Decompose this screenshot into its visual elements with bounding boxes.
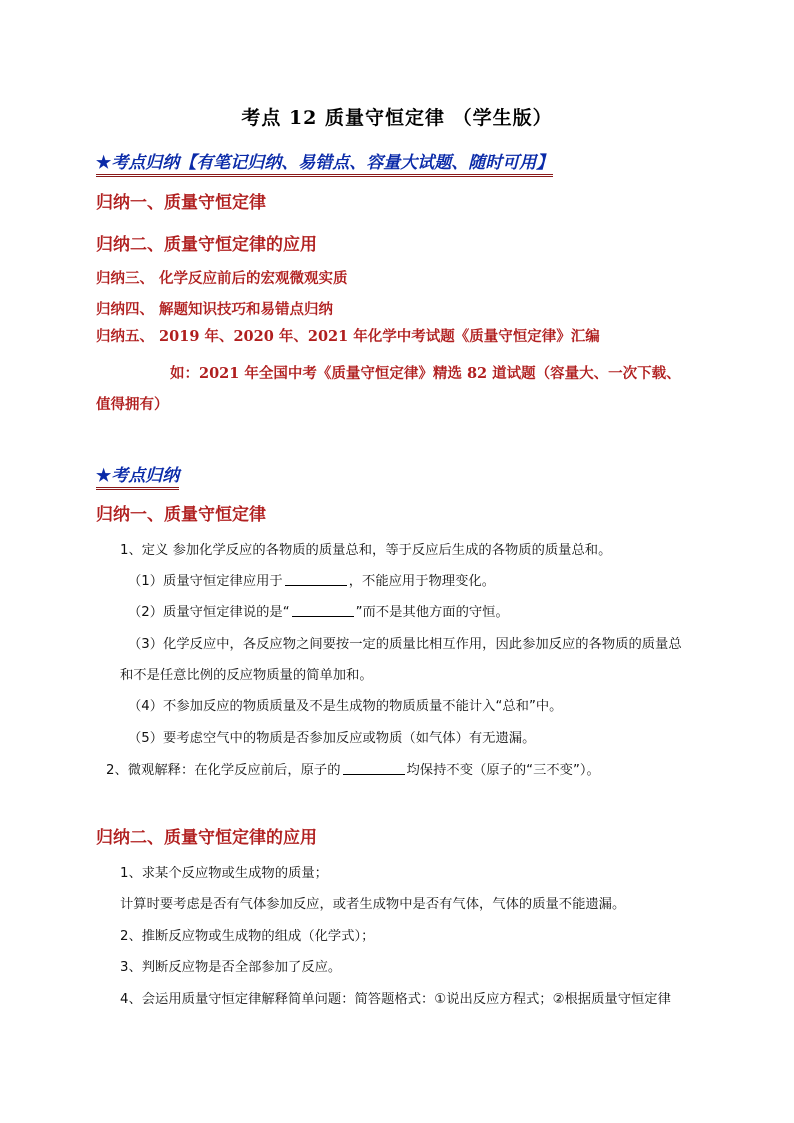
section-banner bbox=[96, 461, 179, 490]
section-banner-text: 考点归纳 bbox=[111, 466, 180, 486]
toc-item-1: 归纳一、质量守恒定律 bbox=[96, 193, 266, 213]
application-line3: 2、推断反应物或生成物的组成（化学式）； bbox=[120, 929, 375, 944]
toc-item-2: 归纳二、质量守恒定律的应用 bbox=[96, 235, 317, 255]
application-line5: 4、会运用质量守恒定律解释简单问题：简答题格式：①说出反应方程式；②根据质量守恒定律 bbox=[120, 992, 671, 1007]
star-icon: ★ bbox=[96, 466, 112, 486]
application-line4: 3、判断反应物是否全部参加了反应。 bbox=[120, 960, 342, 975]
micro-post: 均保持不变（原子的“三不变”）。 bbox=[406, 763, 600, 778]
fill-in-blank[interactable] bbox=[292, 603, 354, 617]
item-3-line2: 和不是任意比例的反应物质量的简单加和。 bbox=[120, 668, 373, 683]
toc-item-4: 归纳四、 解题知识技巧和易错点归纳 bbox=[96, 301, 334, 318]
micro-explanation bbox=[106, 759, 600, 778]
section1-heading: 归纳一、质量守恒定律 bbox=[96, 505, 266, 525]
application-line2: 计算时要考虑是否有气体参加反应，或者生成物中是否有气体，气体的质量不能遗漏。 bbox=[120, 897, 626, 912]
item-2 bbox=[128, 601, 509, 620]
item-1-post: ，不能应用于物理变化。 bbox=[348, 574, 495, 589]
star-icon: ★ bbox=[96, 153, 112, 173]
toc-note-line1: 如：2021 年全国中考《质量守恒定律》精选 82 道试题（容量大、一次下载、 bbox=[170, 365, 681, 382]
item-5: （5）要考虑空气中的物质是否参加反应或物质（如气体）有无遗漏。 bbox=[128, 731, 536, 746]
fill-in-blank[interactable] bbox=[285, 572, 347, 586]
summary-banner-text: 考点归纳【有笔记归纳、易错点、容量大试题、随时可用】 bbox=[111, 153, 554, 173]
application-line1: 1、求某个反应物或生成物的质量； bbox=[120, 866, 328, 881]
toc-item-3: 归纳三、 化学反应前后的宏观微观实质 bbox=[96, 270, 348, 287]
fill-in-blank[interactable] bbox=[343, 761, 405, 775]
micro-pre: 2、微观解释：在化学反应前后，原子的 bbox=[106, 763, 341, 778]
definition-line: 1、定义 参加化学反应的各物质的质量总和，等于反应后生成的各物质的质量总和。 bbox=[120, 543, 612, 558]
item-2-pre: （2）质量守恒定律说的是“ bbox=[128, 605, 290, 620]
item-3-line1: （3）化学反应中，各反应物之间要按一定的质量比相互作用，因此参加反应的各物质的质量总 bbox=[128, 637, 682, 652]
toc-item-5: 归纳五、 2019 年、2020 年、2021 年化学中考试题《质量守恒定律》汇编 bbox=[96, 328, 600, 345]
item-1-pre: （1）质量守恒定律应用于 bbox=[128, 574, 283, 589]
section2-heading: 归纳二、质量守恒定律的应用 bbox=[96, 828, 317, 848]
summary-banner bbox=[96, 148, 553, 177]
item-4: （4）不参加反应的物质质量及不是生成物的物质质量不能计入“总和”中。 bbox=[128, 699, 563, 714]
toc-note-line2: 值得拥有） bbox=[96, 396, 169, 413]
page-title: 考点 12 质量守恒定律 （学生版） bbox=[241, 107, 553, 129]
item-2-post: ”而不是其他方面的守恒。 bbox=[355, 605, 509, 620]
item-1 bbox=[128, 570, 495, 589]
